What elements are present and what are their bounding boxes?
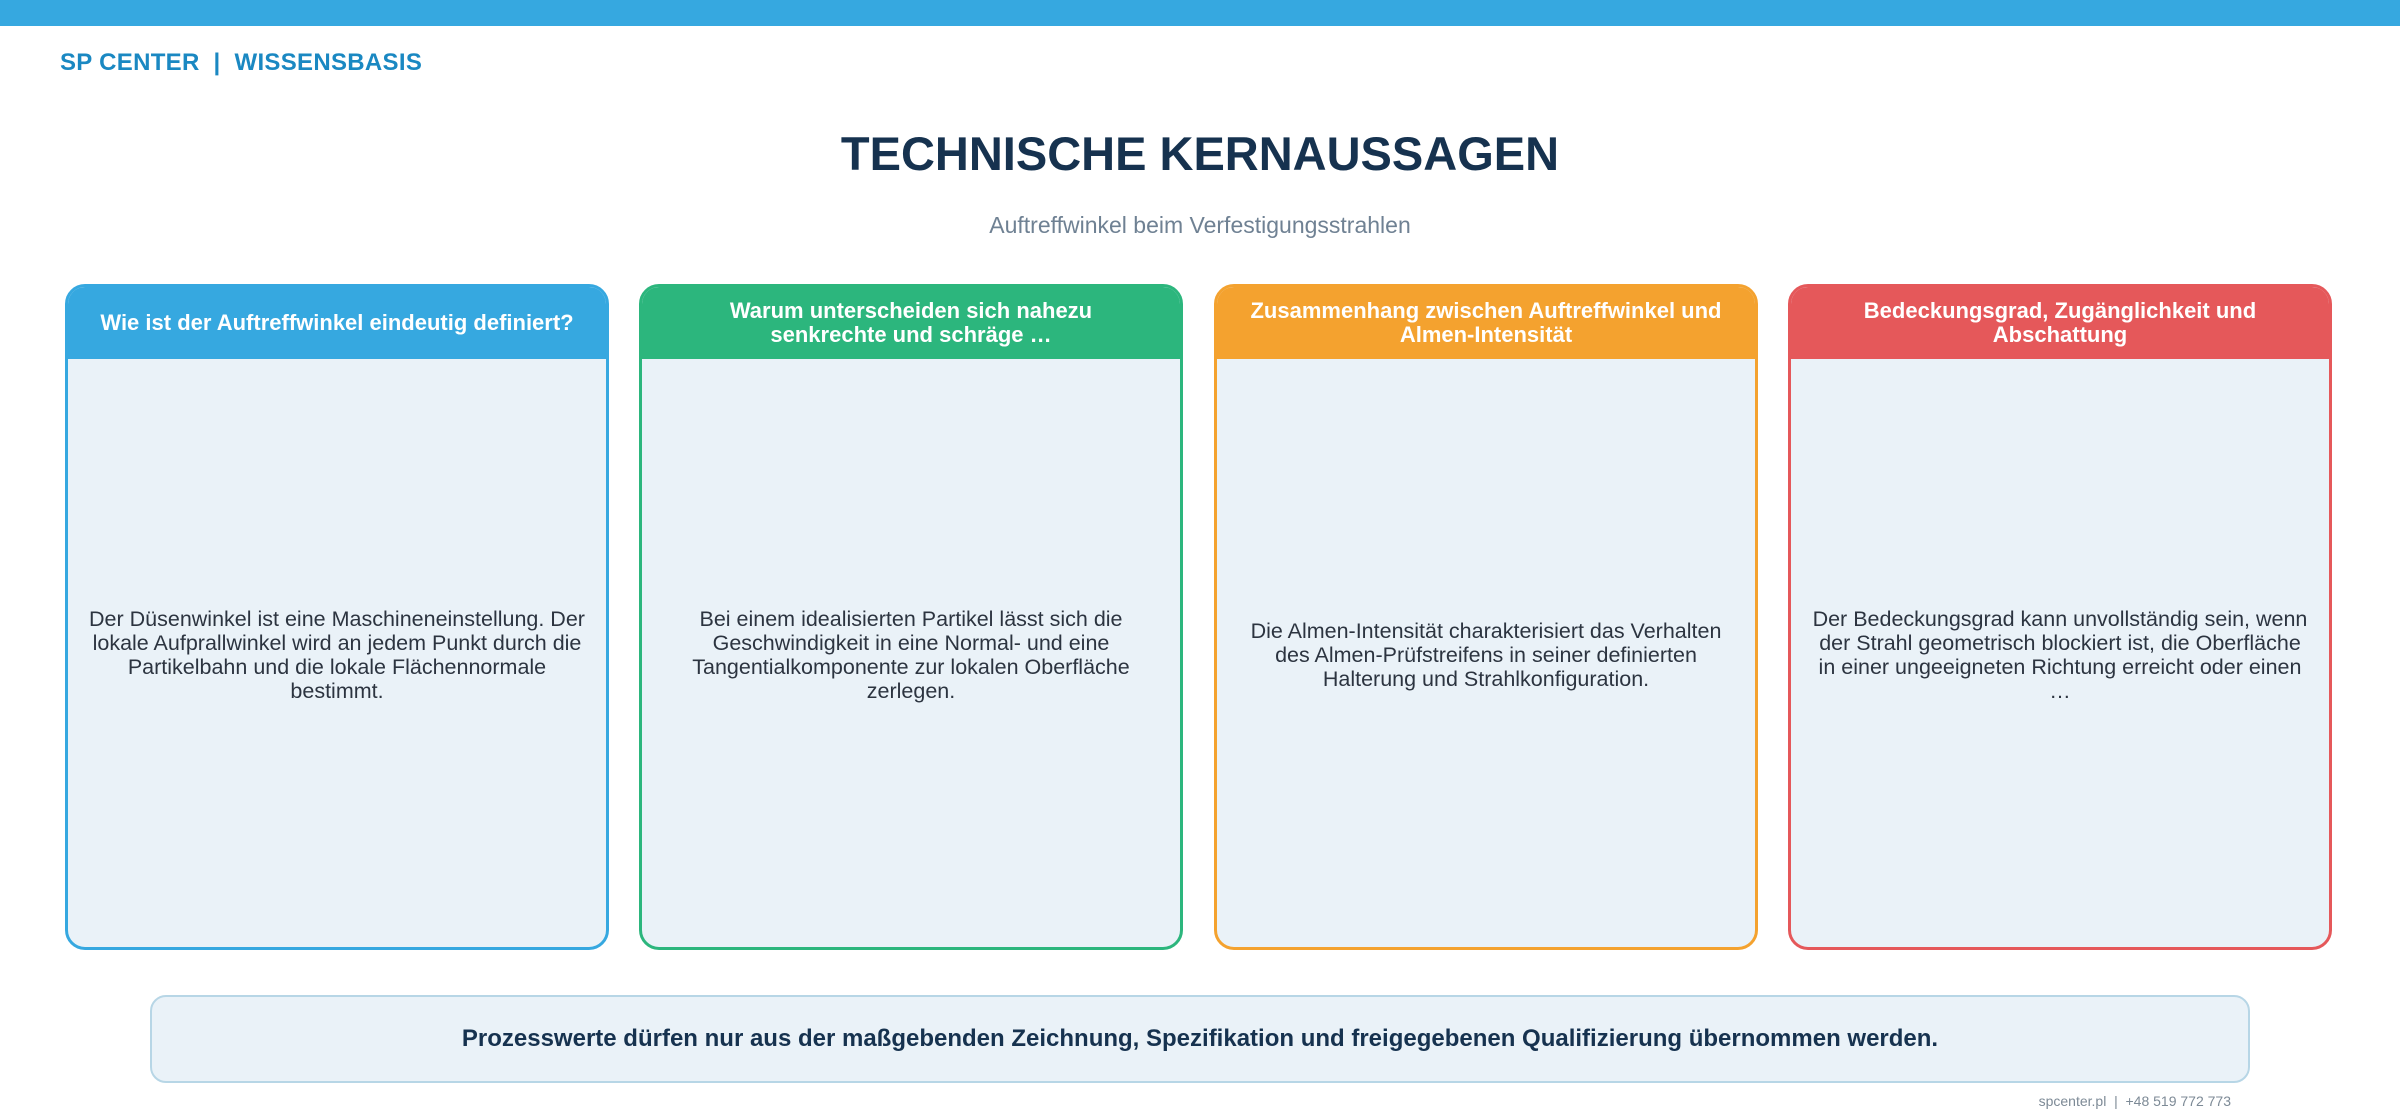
card-text: Bei einem idealisierten Partikel lässt sich die Geschwindigkeit in eine Normal- und eine Tangentialkomponente zur lokalen Oberfläche zerlegen. (692, 606, 1130, 703)
brand-label: SP CENTER | WISSENSBASIS (60, 49, 423, 76)
footer-contact: spcenter.pl | +48 519 772 773 (2038, 1093, 2231, 1109)
card-perpendicular-vs-oblique (639, 284, 1183, 950)
card-title: Zusammenhang zwischen Auftreffwinkel und Almen-Intensität (1250, 298, 1722, 347)
card-title: Bedeckungsgrad, Zugänglichkeit und Abschattung (1863, 298, 2257, 347)
card-coverage (1788, 284, 2332, 950)
card-body (1791, 359, 2329, 950)
card-body (1217, 359, 1755, 950)
card-almen-intensity (1214, 284, 1758, 950)
card-definition (65, 284, 609, 950)
card-header (68, 287, 606, 359)
card-header (1217, 287, 1755, 359)
card-text: Die Almen-Intensität charakterisiert das Verhalten des Almen-Prüfstreifens in seiner definierten Halterung und Strahlkonfiguration. (1250, 618, 1722, 691)
card-header (1791, 287, 2329, 359)
card-header (642, 287, 1180, 359)
card-title: Warum unterscheiden sich nahezu senkrechte und schräge … (729, 298, 1093, 347)
card-body (642, 359, 1180, 950)
process-values-note (150, 995, 2250, 1083)
card-text: Der Bedeckungsgrad kann unvollständig sein, wenn der Strahl geometrisch blockiert ist, die Oberfläche in einer ungeeigneten Richtung erreicht oder einen … (1812, 606, 2308, 703)
page-title: TECHNISCHE KERNAUSSAGEN (840, 127, 1560, 180)
card-title: Wie ist der Auftreffwinkel eindeutig definiert? (100, 310, 574, 335)
card-text: Der Düsenwinkel ist eine Maschineneinstellung. Der lokale Aufprallwinkel wird an jedem Punkt durch die Partikelbahn und die lokale Flächennormale bestimmt. (89, 606, 585, 703)
top-accent-bar (0, 0, 2400, 26)
note-text: Prozesswerte dürfen nur aus der maßgebenden Zeichnung, Spezifikation und freigegebenen Qualifizierung übernommen werden. (461, 1025, 1939, 1052)
card-body (68, 359, 606, 950)
page-subtitle: Auftreffwinkel beim Verfestigungsstrahlen (989, 212, 1411, 238)
